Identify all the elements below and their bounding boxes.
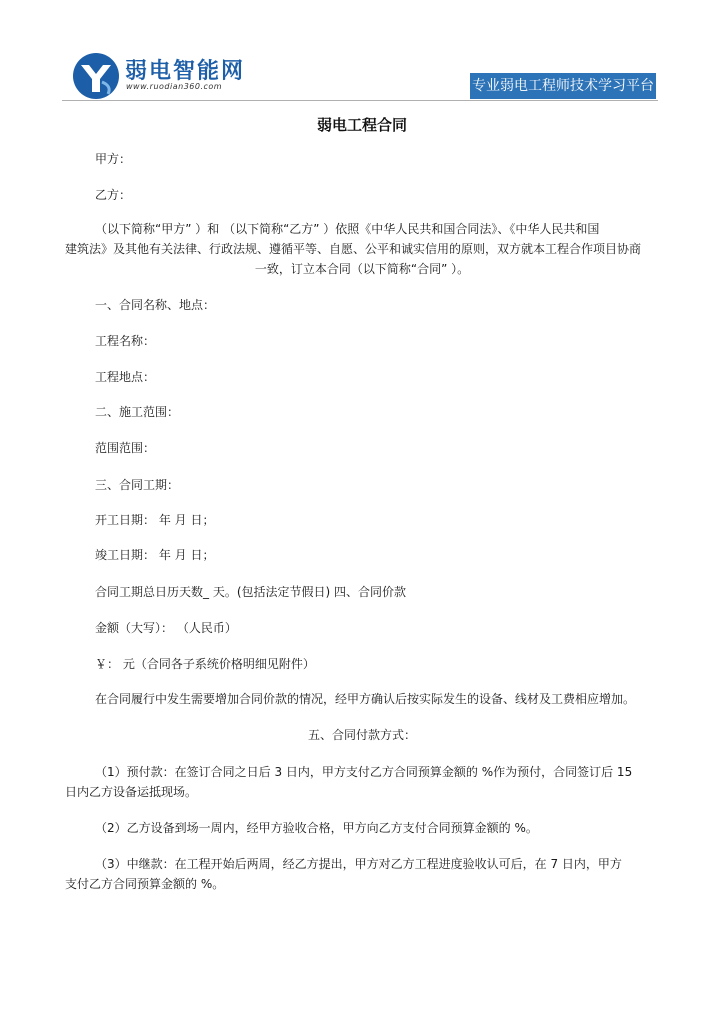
document-header xyxy=(0,0,724,110)
party-a-line: 甲方： xyxy=(95,152,132,166)
amount-uppercase-field: 金额（大写）： （人民币） xyxy=(95,621,237,635)
payment-1-line-2: 日内乙方设备运抵现场。 xyxy=(65,785,198,799)
start-date-field: 开工日期： 年 月 日； xyxy=(95,513,215,527)
project-name-field: 工程名称： xyxy=(95,334,156,348)
preamble-line-3: 一致，订立本合同（以下简称“合同” ）。 xyxy=(254,262,470,276)
amount-yuan-field: ￥： 元（合同各子系统价格明细见附件） xyxy=(95,657,315,671)
ruodian-logo-icon xyxy=(72,52,120,100)
section-2-heading: 二、施工范围： xyxy=(95,405,180,419)
slogan-banner: 专业弱电工程师技术学习平台 xyxy=(470,73,656,99)
payment-3-line-1: （3）中继款：在工程开始后两周，经乙方提出，甲方对乙方工程进度验收认可后，在 7 日内，甲方 xyxy=(95,857,622,871)
scope-field: 范围范围： xyxy=(95,441,156,455)
preamble-line-2: 建筑法》及其他有关法律、行政法规、遵循平等、自愿、公平和诚实信用的原则，双方就本工程合作项目协商 xyxy=(65,242,642,256)
payment-3-line-2: 支付乙方合同预算金额的 %。 xyxy=(65,877,225,891)
section-3-heading: 三、合同工期： xyxy=(95,478,180,492)
payment-1-line-1: （1）预付款：在签订合同之日后 3 日内，甲方支付乙方合同预算金额的 %作为预付，合同签订后 15 xyxy=(95,765,633,779)
total-days-line: 合同工期总日历天数_ 天。(包括法定节假日) 四、合同价款 xyxy=(95,585,406,599)
section-5-heading: 五、合同付款方式： xyxy=(307,728,416,742)
section-1-heading: 一、合同名称、地点： xyxy=(95,298,216,312)
brand-url: www.ruodian360.com xyxy=(126,82,223,91)
party-b-line: 乙方： xyxy=(95,188,132,202)
payment-2-line: （2）乙方设备到场一周内，经甲方验收合格，甲方向乙方支付合同预算金额的 %。 xyxy=(95,821,538,835)
document-title: 弱电工程合同 xyxy=(316,116,407,134)
brand-name: 弱电智能网 xyxy=(125,59,246,84)
price-adjustment-line: 在合同履行中发生需要增加合同价款的情况，经甲方确认后按实际发生的设备、线材及工费相应增加。 xyxy=(95,692,636,706)
completion-date-field: 竣工日期： 年 月 日； xyxy=(95,548,215,562)
project-location-field: 工程地点： xyxy=(95,370,156,384)
header-divider xyxy=(62,100,658,101)
preamble-line-1: （以下简称“甲方” ）和 （以下简称“乙方” ）依照《中华人民共和国合同法》、《中华人民共和国 xyxy=(95,222,600,236)
